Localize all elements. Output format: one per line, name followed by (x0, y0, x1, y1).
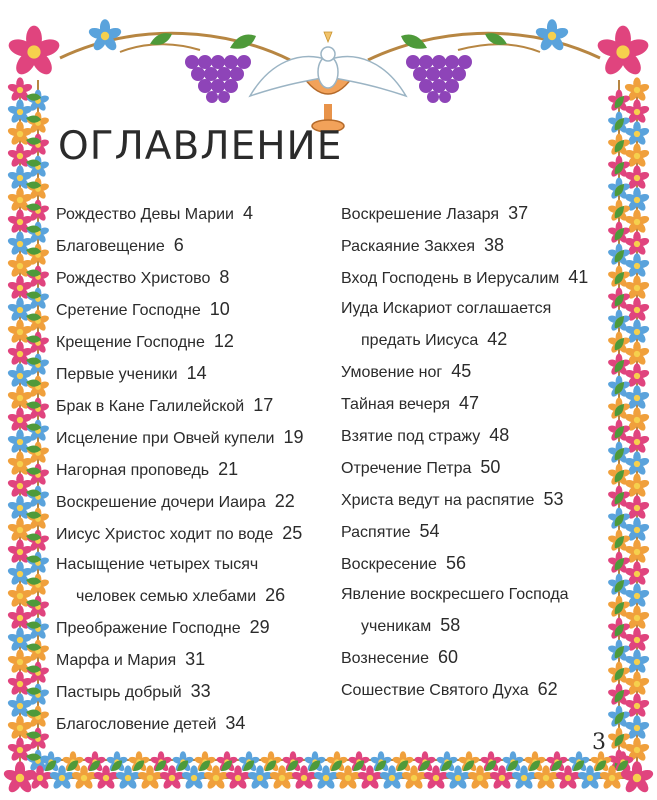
toc-entry (56, 454, 331, 486)
toc-entry-page: 4 (242, 203, 253, 223)
flower-icon (534, 19, 569, 52)
flower-icon (87, 19, 122, 52)
toc-entry-page: 14 (186, 363, 207, 383)
flower-icon (6, 26, 61, 78)
toc-entry (341, 484, 611, 516)
toc-right-column (341, 198, 611, 706)
toc-entry (341, 294, 611, 356)
toc-entry-title-line2 (56, 580, 331, 612)
toc-entry-title: Насыщение четырех тысяч (56, 556, 259, 573)
toc-entry-title: Вход Господень в Иерусалим (341, 270, 560, 287)
toc-entry (341, 198, 611, 230)
toc-entry-page: 33 (190, 681, 211, 701)
toc-entry (56, 708, 331, 740)
toc-entry (56, 262, 331, 294)
toc-entry (56, 422, 331, 454)
toc-entry (56, 390, 331, 422)
toc-entry-page: 54 (419, 521, 440, 541)
toc-entry-title: Преображение Господне (56, 620, 241, 637)
toc-entry-page: 22 (274, 491, 295, 511)
toc-entry-title: Христа ведут на распятие (341, 492, 535, 509)
toc-entry (56, 230, 331, 262)
flower-icon (595, 26, 650, 78)
toc-entry-page: 37 (508, 203, 529, 223)
grapes-icon (185, 55, 251, 103)
toc-entry-title-continuation: ученикам (361, 618, 432, 635)
toc-entry-title-line2 (341, 324, 611, 356)
toc-entry-page: 10 (209, 299, 230, 319)
toc-entry-title: Крещение Господне (56, 334, 205, 351)
toc-entry-title-continuation: человек семью хлебами (76, 588, 257, 605)
toc-entry-page: 8 (219, 267, 230, 287)
toc-entry-title: Взятие под стражу (341, 428, 481, 445)
toc-entry-page: 48 (489, 425, 510, 445)
toc-entry-title: Сошествие Святого Духа (341, 682, 529, 699)
toc-entry-title: Раскаяние Закхея (341, 238, 476, 255)
toc-entry-title: Благовещение (56, 238, 165, 255)
toc-entry-title-continuation: предать Иисуса (361, 332, 479, 349)
toc-entry-title: Умовение ног (341, 364, 443, 381)
toc-entry (341, 580, 611, 642)
toc-entry (341, 516, 611, 548)
toc-entry (56, 644, 331, 676)
toc-entry-title: Благословение детей (56, 716, 217, 733)
toc-entry-title: Нагорная проповедь (56, 462, 210, 479)
toc-entry (341, 420, 611, 452)
toc-entry-title: Воскресение (341, 556, 437, 573)
toc-entry-page: 45 (451, 361, 472, 381)
page-title: ОГЛАВЛЕНИЕ (58, 124, 343, 169)
toc-entry-page: 31 (185, 649, 206, 669)
toc-entry (56, 486, 331, 518)
toc-left-column (56, 198, 331, 740)
toc-entry-page: 21 (218, 459, 239, 479)
toc-entry-title: Исцеление при Овчей купели (56, 430, 275, 447)
toc-entry (341, 452, 611, 484)
toc-entry (341, 548, 611, 580)
toc-entry-title: Рождество Христово (56, 270, 211, 287)
toc-entry (56, 518, 331, 550)
toc-entry (56, 676, 331, 708)
crest-ornament (6, 19, 650, 132)
toc-entry-title: Брак в Кане Галилейской (56, 398, 245, 415)
toc-entry-page: 62 (537, 679, 558, 699)
toc-entry-page: 53 (543, 489, 564, 509)
toc-entry-page: 56 (445, 553, 466, 573)
toc-entry-page: 6 (173, 235, 184, 255)
toc-entry-page: 58 (440, 615, 461, 635)
toc-entry (341, 262, 611, 294)
toc-entry-page: 19 (283, 427, 304, 447)
toc-entry-title-line2 (341, 610, 611, 642)
toc-entry (56, 198, 331, 230)
toc-entry (56, 612, 331, 644)
toc-entry (341, 356, 611, 388)
toc-entry (56, 358, 331, 390)
toc-entry-page: 47 (459, 393, 480, 413)
grapes-icon (406, 55, 472, 103)
toc-entry-page: 17 (253, 395, 274, 415)
page-number: 3 (592, 730, 606, 755)
toc-entry-page: 60 (438, 647, 459, 667)
toc-entry-page: 34 (225, 713, 246, 733)
toc-entry-title: Первые ученики (56, 366, 178, 383)
toc-entry-title: Отречение Петра (341, 460, 472, 477)
toc-entry-page: 25 (282, 523, 303, 543)
toc-entry (341, 230, 611, 262)
toc-entry-page: 12 (213, 331, 234, 351)
toc-entry-title: Иуда Искариот соглашается (341, 300, 552, 317)
dove-icon (250, 32, 406, 96)
toc-entry-page: 29 (249, 617, 270, 637)
toc-entry-title: Распятие (341, 524, 411, 541)
toc-entry (56, 550, 331, 612)
toc-entry-title: Сретение Господне (56, 302, 201, 319)
toc-entry (341, 388, 611, 420)
toc-entry-title: Пастырь добрый (56, 684, 182, 701)
toc-entry-title: Воскрешение Лазаря (341, 206, 500, 223)
toc-entry-title: Явление воскресшего Господа (341, 586, 569, 603)
toc-entry-page: 42 (487, 329, 508, 349)
toc-entry-title: Иисус Христос ходит по воде (56, 526, 274, 543)
toc-entry-title: Тайная вечеря (341, 396, 451, 413)
toc-entry-page: 26 (265, 585, 286, 605)
toc-entry-page: 50 (480, 457, 501, 477)
toc-entry (56, 294, 331, 326)
toc-entry (341, 674, 611, 706)
toc-entry (56, 326, 331, 358)
toc-entry-page: 41 (568, 267, 589, 287)
toc-entry (341, 642, 611, 674)
toc-entry-title: Воскрешение дочери Иаира (56, 494, 266, 511)
toc-entry-title: Марфа и Мария (56, 652, 177, 669)
toc-entry-title: Вознесение (341, 650, 430, 667)
toc-entry-page: 38 (484, 235, 505, 255)
toc-entry-title: Рождество Девы Марии (56, 206, 234, 223)
